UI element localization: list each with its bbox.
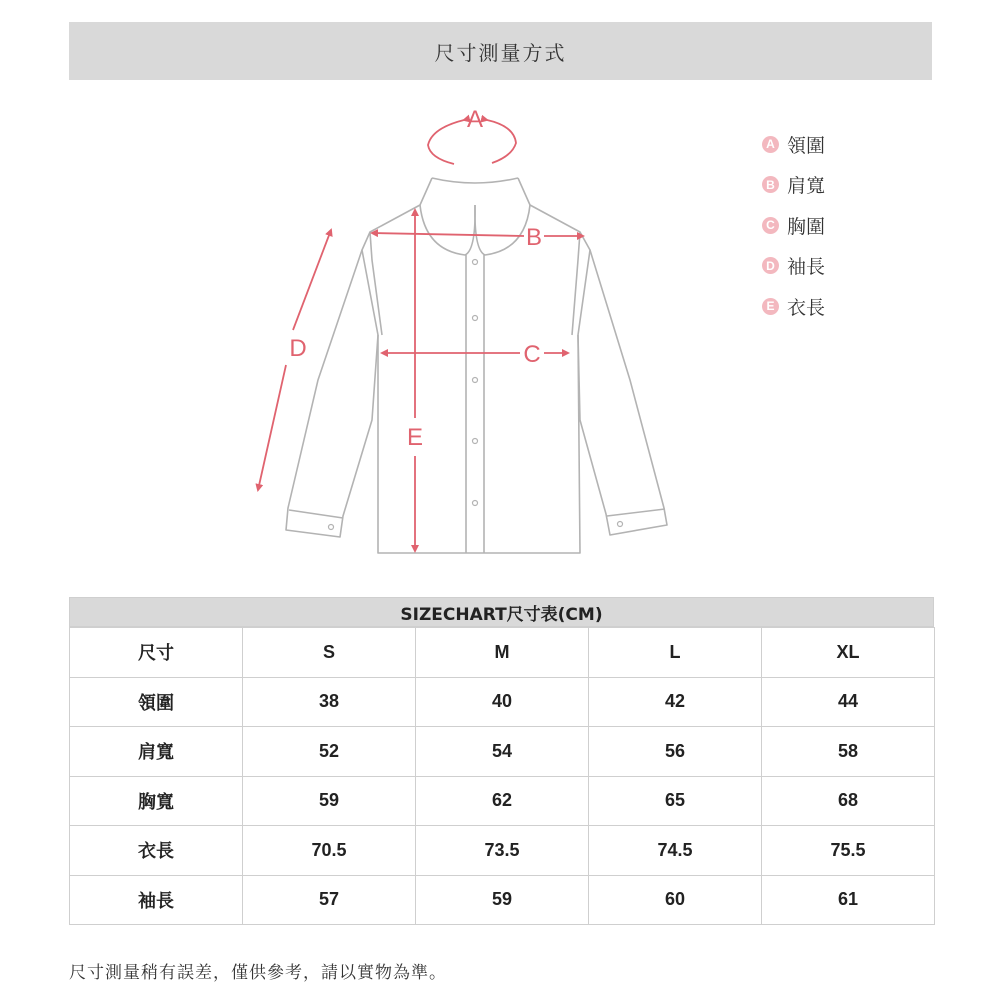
legend-item-e [762, 286, 882, 327]
legend-label-d: 袖長 [787, 256, 826, 279]
table-cell: 68 [762, 776, 935, 826]
legend-label-e: 衣長 [787, 296, 826, 319]
table-row [70, 875, 935, 925]
measure-lines [258, 120, 583, 551]
table-cell: 52 [243, 727, 416, 777]
table-cell: 62 [416, 776, 589, 826]
table-row [70, 727, 935, 777]
legend-badge-c: C [762, 217, 779, 234]
table-header-cell: L [589, 628, 762, 678]
table-cell: 衣長 [70, 826, 243, 876]
table-cell: 42 [589, 677, 762, 727]
measure-a-right [487, 120, 516, 163]
legend-badge-d: D [762, 257, 779, 274]
label-c: C [523, 341, 541, 368]
legend-label-a: 領圍 [787, 134, 826, 157]
footnote: 尺寸測量稍有誤差，僅供參考，請以實物為準。 [69, 963, 447, 983]
label-e: E [406, 424, 424, 451]
table-cell: 肩寬 [70, 727, 243, 777]
right-sleeve [578, 250, 667, 535]
table-header-row [70, 628, 935, 678]
table-cell: 74.5 [589, 826, 762, 876]
table-cell: 56 [589, 727, 762, 777]
measure-d-top [293, 230, 331, 330]
size-table [69, 627, 935, 925]
measure-d-bottom [258, 365, 286, 490]
table-cell: 75.5 [762, 826, 935, 876]
legend-badge-e: E [762, 298, 779, 315]
legend-label-b: 肩寬 [787, 175, 826, 198]
legend-badge-a: A [762, 136, 779, 153]
table-cell: 54 [416, 727, 589, 777]
legend-item-d [762, 246, 882, 287]
measure-b-left [372, 233, 524, 236]
table-cell: 領圍 [70, 677, 243, 727]
table-row [70, 776, 935, 826]
left-sleeve [286, 250, 378, 537]
legend-item-a [762, 124, 882, 165]
table-cell: 70.5 [243, 826, 416, 876]
collar [420, 178, 530, 205]
table-cell: 65 [589, 776, 762, 826]
table-row [70, 677, 935, 727]
table-cell: 59 [243, 776, 416, 826]
table-cell: 胸寬 [70, 776, 243, 826]
table-header-cell: XL [762, 628, 935, 678]
size-chart-title: SIZECHART尺寸表(CM) [69, 597, 934, 627]
table-cell: 57 [243, 875, 416, 925]
table-header-cell: M [416, 628, 589, 678]
table-cell: 61 [762, 875, 935, 925]
table-cell: 44 [762, 677, 935, 727]
table-header-cell: 尺寸 [70, 628, 243, 678]
table-cell: 73.5 [416, 826, 589, 876]
table-header-cell: S [243, 628, 416, 678]
measurement-legend [762, 124, 882, 327]
table-cell: 59 [416, 875, 589, 925]
legend-label-c: 胸圍 [787, 215, 826, 238]
page-title: 尺寸測量方式 [434, 40, 567, 65]
legend-badge-b: B [762, 176, 779, 193]
table-row [70, 826, 935, 876]
label-d: D [289, 335, 307, 362]
label-b: B [525, 224, 543, 251]
size-chart [69, 597, 934, 925]
measure-a-left [428, 120, 464, 164]
legend-item-c [762, 205, 882, 246]
label-a: A [466, 106, 484, 133]
table-cell: 58 [762, 727, 935, 777]
table-cell: 38 [243, 677, 416, 727]
legend-item-b [762, 165, 882, 206]
table-cell: 袖長 [70, 875, 243, 925]
table-cell: 60 [589, 875, 762, 925]
table-cell: 40 [416, 677, 589, 727]
